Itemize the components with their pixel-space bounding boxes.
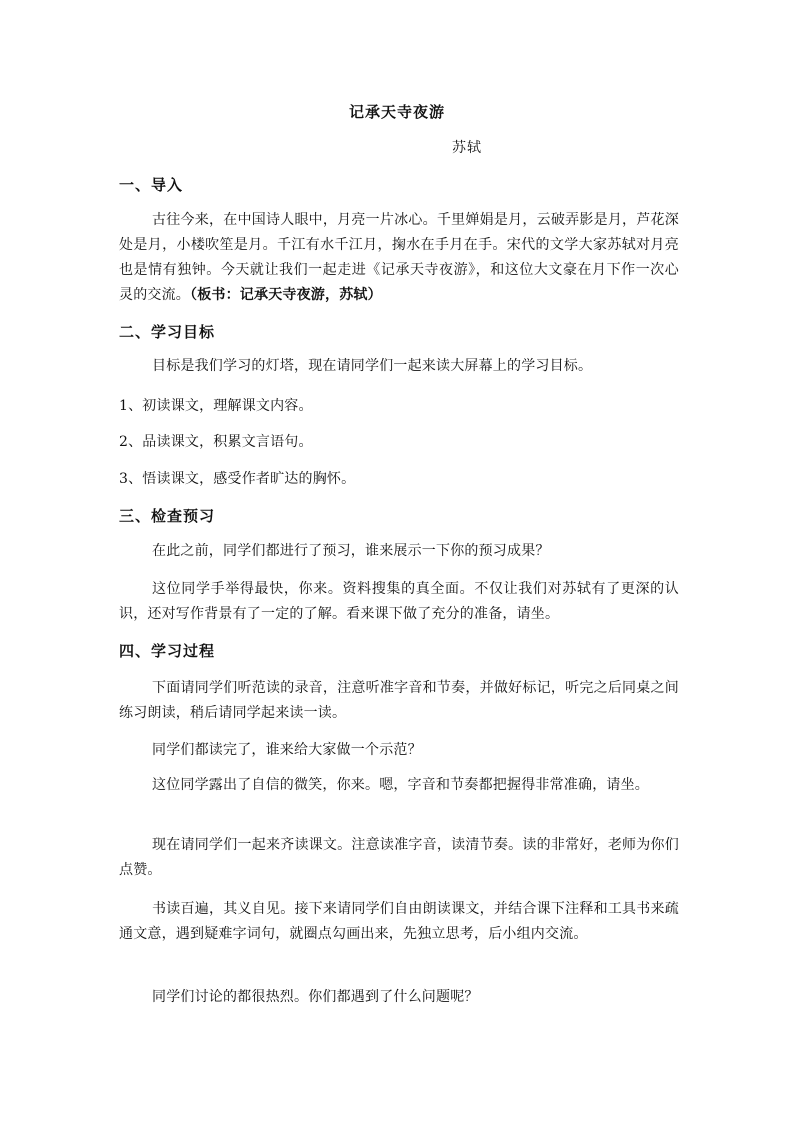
process-paragraph-2: 同学们都读完了，谁来给大家做一个示范？ bbox=[152, 742, 422, 758]
goal-item-1: 1、初读课文，理解课文内容。 bbox=[119, 398, 313, 414]
process-paragraph-4: 现在请同学们一起来齐读课文。注意读准字音，读清节奏。读的非常好，老师为你们点赞。 bbox=[119, 837, 679, 878]
preview-paragraph-1: 在此之前，同学们都进行了预习，谁来展示一下你的预习成果？ bbox=[152, 543, 550, 559]
goal-item-2: 2、品读课文，积累文言语句。 bbox=[119, 434, 313, 450]
document-title: 记承天寺夜游 bbox=[348, 103, 445, 121]
author-name: 苏轼 bbox=[452, 140, 482, 156]
goal-item-3: 3、悟读课文，感受作者旷达的胸怀。 bbox=[119, 471, 356, 487]
section-heading-process: 四、学习过程 bbox=[119, 642, 216, 660]
board-note: （板书：记承天寺夜游，苏轼） bbox=[190, 287, 382, 303]
goals-paragraph: 目标是我们学习的灯塔，现在请同学们一起来读大屏幕上的学习目标。 bbox=[152, 358, 593, 374]
section-heading-intro: 一、导入 bbox=[119, 176, 184, 194]
process-paragraph-1: 下面请同学们听范读的录音，注意听准字音和节奏，并做好标记，听完之后同桌之间练习朗读，稍后请同学起来读一读。 bbox=[119, 680, 679, 721]
preview-paragraph-2: 这位同学手举得最快，你来。资料搜集的真全面。不仅让我们对苏轼有了更深的认识，还对写作背景有了一定的了解。看来课下做了充分的准备，请坐。 bbox=[119, 581, 679, 622]
intro-paragraph bbox=[119, 208, 679, 308]
process-paragraph-3: 这位同学露出了自信的微笑，你来。嗯，字音和节奏都把握得非常准确，请坐。 bbox=[152, 777, 649, 793]
section-heading-goals: 二、学习目标 bbox=[119, 323, 216, 341]
process-paragraph-6: 同学们讨论的都很热烈。你们都遇到了什么问题呢？ bbox=[152, 989, 479, 1005]
section-heading-preview: 三、检查预习 bbox=[119, 507, 216, 525]
intro-text: 古往今来，在中国诗人眼中，月亮一片冰心。千里婵娟是月，云破弄影是月，芦花深处是月，小楼吹笙是月。千江有水千江月，掬水在手月在手。宋代的文学大家苏轼对月亮也是情有独钟。今天就让我们一起走进《记承天寺夜游》，和这位大文豪在月下作一次心灵的交流。 bbox=[119, 212, 679, 303]
process-paragraph-5: 书读百遍，其义自见。接下来请同学们自由朗读课文，并结合课下注释和工具书来疏通文意，遇到疑难字词句，就圈点勾画出来，先独立思考，后小组内交流。 bbox=[119, 901, 679, 942]
